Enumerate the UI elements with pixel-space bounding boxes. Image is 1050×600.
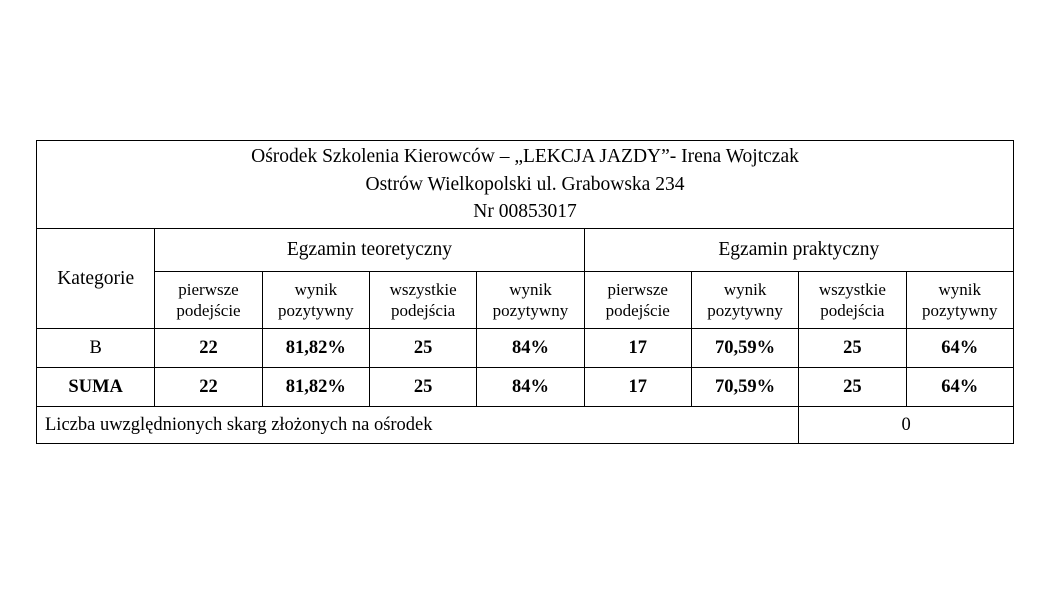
cell-b-theory-first-pass: 81,82% (262, 329, 369, 368)
cell-sum-theory-first-attempt: 22 (155, 368, 262, 407)
subheader-theory-all-attempts (369, 272, 476, 329)
cell-sum-theory-all-attempts: 25 (369, 368, 476, 407)
subheader-line-2: pozytywny (921, 301, 998, 321)
title-line-3: Nr 00853017 (473, 201, 577, 223)
subheader-theory-all-pass (477, 272, 584, 329)
subheader-practice-first-pass (691, 272, 798, 329)
cell-b-practice-all-pass: 64% (906, 329, 1013, 368)
subheader-line-2: pozytywny (707, 301, 783, 321)
document-title (37, 141, 1014, 229)
group-header-row (37, 229, 1014, 272)
cell-sum-practice-all-pass: 64% (906, 368, 1013, 407)
sub-header-row (37, 272, 1014, 329)
subheader-line-1: wszystkie (818, 279, 886, 299)
cell-sum-practice-all-attempts: 25 (799, 368, 906, 407)
subheader-practice-all-pass (906, 272, 1013, 329)
subheader-line-1: wynik (723, 279, 767, 299)
subheader-line-1: pierwsze (607, 279, 668, 299)
subheader-theory-first-attempt (155, 272, 262, 329)
title-line-2: Ostrów Wielkopolski ul. Grabowska 234 (365, 173, 685, 195)
subheader-line-2: pozytywny (278, 301, 354, 321)
subheader-line-2: podejścia (391, 301, 456, 321)
subheader-line-2: pozytywny (492, 301, 569, 321)
row-label-sum: SUMA (37, 368, 155, 407)
title-line-1: Ośrodek Szkolenia Kierowców – „LEKCJA JAZDY”- Irena Wojtczak (251, 146, 799, 167)
subheader-line-2: podejście (176, 301, 241, 321)
cell-b-practice-all-attempts: 25 (799, 329, 906, 368)
subheader-line-1: wynik (294, 279, 338, 299)
cell-sum-practice-first-pass: 70,59% (691, 368, 798, 407)
cell-sum-theory-first-pass: 81,82% (262, 368, 369, 407)
subheader-theory-first-pass (262, 272, 369, 329)
complaints-label: Liczba uwzględnionych skarg złożonych na ośrodek (37, 407, 799, 444)
exam-results-table (36, 140, 1014, 444)
cell-sum-practice-first-attempt: 17 (584, 368, 691, 407)
cell-b-theory-first-attempt: 22 (155, 329, 262, 368)
table-row (37, 368, 1014, 407)
subheader-practice-all-attempts (799, 272, 906, 329)
cell-b-theory-all-pass: 84% (477, 329, 584, 368)
subheader-line-1: wynik (509, 279, 552, 299)
complaints-row (37, 407, 1014, 444)
report-table-container (36, 140, 1014, 444)
category-header: Kategorie (37, 229, 155, 329)
complaints-value: 0 (799, 407, 1014, 444)
group-header-theory: Egzamin teoretyczny (155, 229, 584, 272)
subheader-line-1: wszystkie (389, 279, 457, 299)
cell-b-practice-first-attempt: 17 (584, 329, 691, 368)
cell-b-practice-first-pass: 70,59% (691, 329, 798, 368)
group-header-practice: Egzamin praktyczny (584, 229, 1013, 272)
subheader-line-1: pierwsze (178, 279, 239, 299)
cell-b-theory-all-attempts: 25 (369, 329, 476, 368)
subheader-line-1: wynik (938, 279, 982, 299)
subheader-line-2: podejścia (820, 301, 885, 321)
table-row (37, 329, 1014, 368)
subheader-line-2: podejście (605, 301, 670, 321)
cell-sum-theory-all-pass: 84% (477, 368, 584, 407)
subheader-practice-first-attempt (584, 272, 691, 329)
title-row (37, 141, 1014, 229)
row-label-category-b: B (37, 329, 155, 368)
